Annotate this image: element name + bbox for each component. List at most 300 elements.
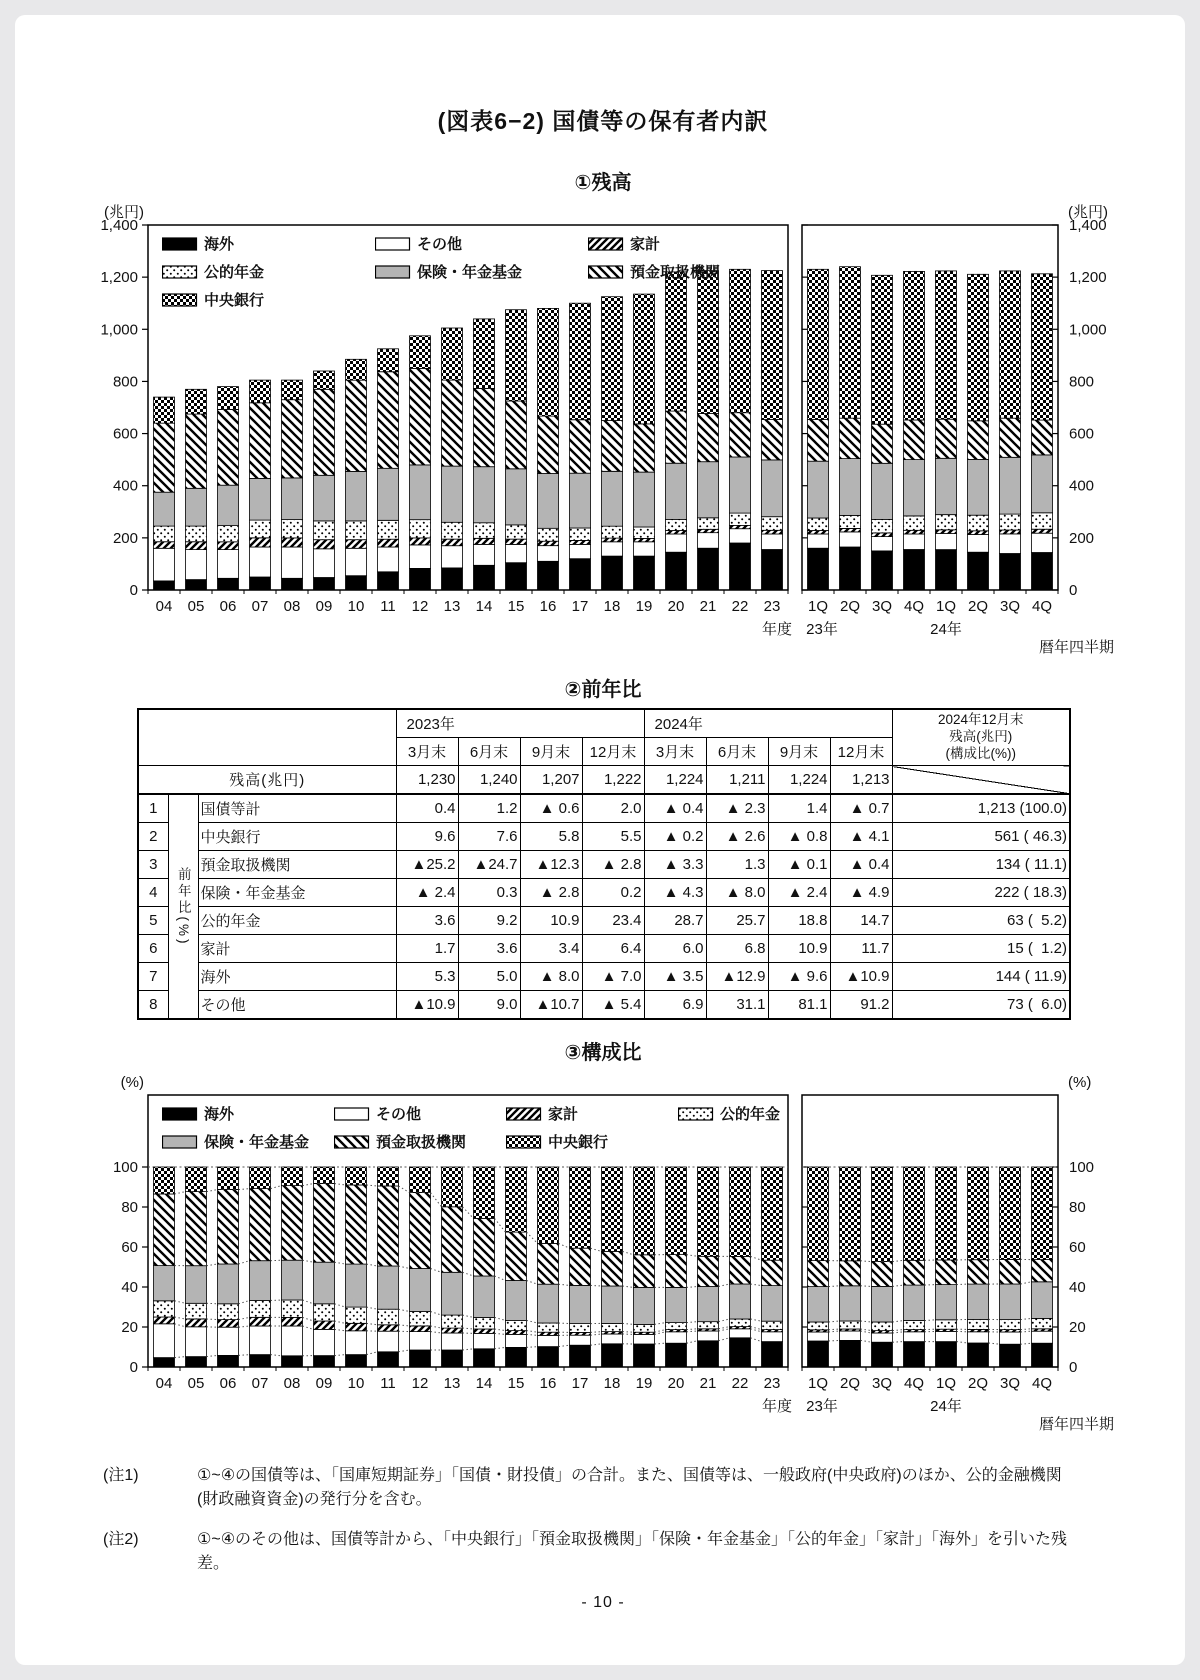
svg-text:24年: 24年 bbox=[930, 1398, 962, 1415]
bar-segment bbox=[346, 1264, 367, 1307]
bar-segment bbox=[1032, 513, 1053, 529]
bar-segment bbox=[218, 542, 239, 550]
bar-segment bbox=[968, 535, 989, 553]
svg-text:06: 06 bbox=[219, 1375, 237, 1392]
connector-line bbox=[829, 1329, 840, 1330]
bar-segment bbox=[506, 1281, 527, 1321]
svg-text:23年: 23年 bbox=[806, 621, 838, 638]
yoy-row bbox=[138, 907, 1070, 935]
row-number: 6 bbox=[138, 935, 168, 963]
bar-segment bbox=[346, 576, 367, 590]
balance-value: 1,224 bbox=[644, 766, 706, 795]
bar-segment bbox=[154, 542, 175, 549]
bar-segment bbox=[378, 468, 399, 520]
bar-segment bbox=[840, 1331, 861, 1340]
svg-text:年度: 年度 bbox=[761, 1398, 792, 1415]
bar-segment bbox=[698, 1256, 719, 1286]
svg-text:17: 17 bbox=[571, 598, 589, 615]
balance-composition-value: 134 ( 11.1) bbox=[892, 851, 1070, 879]
legend-item bbox=[162, 289, 375, 310]
bar-segment bbox=[538, 1347, 559, 1367]
col-group-2023: 2023年 bbox=[396, 709, 644, 738]
bar-segment bbox=[186, 1167, 207, 1192]
connector-line bbox=[431, 1332, 442, 1333]
connector-line bbox=[751, 1284, 762, 1286]
connector-line bbox=[591, 1285, 602, 1286]
bar-segment bbox=[936, 1285, 957, 1320]
balance-composition-value: 63 ( 5.2) bbox=[892, 907, 1070, 935]
svg-text:1,000: 1,000 bbox=[1069, 321, 1107, 339]
composition-stacked-bar-chart bbox=[86, 1069, 1120, 1436]
connector-line bbox=[687, 1341, 698, 1343]
yoy-row bbox=[138, 851, 1070, 879]
bar-segment bbox=[808, 1287, 829, 1322]
balance-composition-value: 1,213 (100.0) bbox=[892, 794, 1070, 823]
page-number: - 10 - bbox=[581, 1594, 625, 1611]
connector-line bbox=[271, 1300, 282, 1301]
bar-segment bbox=[904, 420, 925, 460]
bar-segment bbox=[218, 410, 239, 486]
bar-segment bbox=[186, 389, 207, 414]
bar-segment bbox=[378, 1331, 399, 1352]
bar-segment bbox=[282, 538, 303, 547]
bar-segment bbox=[314, 475, 335, 521]
bar-segment bbox=[570, 1248, 591, 1285]
footnote-1 bbox=[103, 1464, 1103, 1512]
bar-segment bbox=[474, 1218, 495, 1276]
yoy-value: ▲ 5.4 bbox=[582, 991, 644, 1020]
row-label: 国債等計 bbox=[198, 794, 396, 823]
bar-segment bbox=[346, 1167, 367, 1185]
connector-line bbox=[175, 1324, 186, 1327]
connector-line bbox=[591, 1248, 602, 1251]
yoy-value: 2.0 bbox=[582, 794, 644, 823]
bar-segment bbox=[602, 471, 623, 526]
balance-row bbox=[138, 766, 1070, 795]
bar-segment bbox=[154, 492, 175, 526]
bar-segment bbox=[698, 533, 719, 549]
bar-segment bbox=[378, 349, 399, 372]
bar-segment bbox=[506, 1232, 527, 1280]
quarterly-panel bbox=[802, 1167, 1058, 1392]
svg-text:21: 21 bbox=[699, 598, 717, 615]
row-label: 海外 bbox=[198, 963, 396, 991]
connector-line bbox=[207, 1264, 218, 1266]
yoy-value: ▲ 0.2 bbox=[644, 823, 706, 851]
connector-line bbox=[655, 1323, 666, 1325]
svg-text:19: 19 bbox=[635, 1375, 653, 1392]
svg-text:14: 14 bbox=[475, 598, 493, 615]
bar-segment bbox=[968, 459, 989, 515]
annual-panel bbox=[148, 269, 788, 615]
yoy-value: 91.2 bbox=[830, 991, 892, 1020]
bar-segment bbox=[346, 1331, 367, 1355]
bar-segment bbox=[762, 530, 783, 534]
svg-text:4Q: 4Q bbox=[1031, 1375, 1053, 1392]
yoy-value: 6.8 bbox=[706, 935, 768, 963]
bar-segment bbox=[570, 559, 591, 590]
month-header: 6月末 bbox=[458, 738, 520, 766]
bar-segment bbox=[538, 416, 559, 473]
connector-line bbox=[175, 1301, 186, 1304]
bar-segment bbox=[474, 1333, 495, 1348]
bar-segment bbox=[410, 1312, 431, 1326]
bar-segment bbox=[538, 1323, 559, 1332]
connector-line bbox=[495, 1329, 506, 1331]
unit-label-right: (兆円) bbox=[1068, 204, 1108, 221]
bar-segment bbox=[762, 1342, 783, 1367]
bar-segment bbox=[186, 1319, 207, 1327]
bar-segment bbox=[904, 534, 925, 550]
svg-text:18: 18 bbox=[603, 598, 621, 615]
bar-segment bbox=[808, 548, 829, 590]
yoy-value: 0.2 bbox=[582, 879, 644, 907]
bar-segment bbox=[840, 459, 861, 516]
svg-text:1,000: 1,000 bbox=[100, 321, 138, 339]
svg-text:0: 0 bbox=[1069, 1359, 1078, 1376]
yoy-value: ▲ 2.8 bbox=[520, 879, 582, 907]
bar-segment bbox=[936, 1331, 957, 1341]
bar-segment bbox=[1000, 514, 1021, 530]
connector-line bbox=[861, 1340, 872, 1342]
connector-line bbox=[687, 1322, 698, 1323]
svg-text:20: 20 bbox=[121, 1319, 138, 1336]
bar-segment bbox=[730, 529, 751, 543]
bar-segment bbox=[698, 518, 719, 530]
legend-label: 中央銀行 bbox=[548, 1134, 609, 1151]
connector-line bbox=[335, 1321, 346, 1323]
bar-segment bbox=[282, 1317, 303, 1326]
legend-swatch-icon bbox=[162, 1107, 198, 1121]
bar-segment bbox=[762, 1167, 783, 1260]
bar-segment bbox=[506, 1167, 527, 1232]
bar-segment bbox=[968, 1332, 989, 1343]
svg-text:20: 20 bbox=[667, 598, 685, 615]
bar-segment bbox=[314, 1167, 335, 1184]
legend-item bbox=[334, 1103, 506, 1124]
connector-line bbox=[623, 1251, 634, 1254]
bar-segment bbox=[218, 485, 239, 525]
yoy-row bbox=[138, 935, 1070, 963]
bar-segment bbox=[730, 543, 751, 590]
legend-item bbox=[162, 1131, 334, 1152]
bar-segment bbox=[762, 1260, 783, 1285]
bar-segment bbox=[698, 1331, 719, 1341]
connector-line bbox=[239, 1301, 250, 1304]
connector-line bbox=[751, 1338, 762, 1342]
connector-line bbox=[829, 1286, 840, 1287]
legend-swatch-icon bbox=[678, 1107, 714, 1121]
bar-segment bbox=[762, 1286, 783, 1322]
svg-text:21: 21 bbox=[699, 1375, 717, 1392]
connector-line bbox=[591, 1344, 602, 1345]
bar-segment bbox=[506, 1331, 527, 1335]
bar-segment bbox=[570, 544, 591, 558]
bar-segment bbox=[474, 1276, 495, 1317]
row-label: 家計 bbox=[198, 935, 396, 963]
bar-segment bbox=[410, 1326, 431, 1332]
legend-label: 預金取扱機関 bbox=[630, 264, 721, 281]
legend-item bbox=[588, 233, 801, 254]
legend-label: 家計 bbox=[548, 1106, 579, 1123]
bar-segment bbox=[1032, 1318, 1053, 1328]
svg-text:0: 0 bbox=[129, 1359, 138, 1376]
bar-segment bbox=[1000, 1167, 1021, 1259]
yoy-value: ▲ 0.8 bbox=[768, 823, 830, 851]
yoy-row bbox=[138, 879, 1070, 907]
connector-line bbox=[829, 1340, 840, 1341]
connector-line bbox=[719, 1338, 730, 1341]
legend-item bbox=[162, 261, 375, 282]
bar-segment bbox=[570, 473, 591, 528]
bar-segment bbox=[378, 572, 399, 590]
bar-segment bbox=[346, 521, 367, 540]
legend-swatch-icon bbox=[162, 265, 198, 279]
bar-segment bbox=[904, 1167, 925, 1260]
svg-text:10: 10 bbox=[347, 1375, 365, 1392]
bar-segment bbox=[442, 380, 463, 466]
bar-segment bbox=[250, 1167, 271, 1189]
row-number: 5 bbox=[138, 907, 168, 935]
svg-text:15: 15 bbox=[507, 1375, 525, 1392]
bar-segment bbox=[1000, 554, 1021, 591]
bar-segment bbox=[808, 461, 829, 518]
balance-stacked-bar-chart bbox=[86, 199, 1120, 659]
bar-segment bbox=[442, 466, 463, 522]
yoy-value: ▲ 0.6 bbox=[520, 794, 582, 823]
connector-line bbox=[687, 1287, 698, 1288]
bar-segment bbox=[872, 519, 893, 533]
svg-text:1,200: 1,200 bbox=[1069, 269, 1107, 287]
footnote-2 bbox=[103, 1528, 1103, 1576]
bar-segment bbox=[602, 1167, 623, 1251]
bar-segment bbox=[730, 1329, 751, 1338]
svg-text:40: 40 bbox=[121, 1279, 138, 1296]
bar-segment bbox=[904, 271, 925, 420]
svg-text:400: 400 bbox=[1069, 477, 1095, 495]
legend-swatch-icon bbox=[506, 1107, 542, 1121]
balance-composition-value: 561 ( 46.3) bbox=[892, 823, 1070, 851]
connector-line bbox=[623, 1286, 634, 1287]
bar-segment bbox=[762, 1332, 783, 1342]
yoy-value: 5.5 bbox=[582, 823, 644, 851]
legend-swatch-icon bbox=[506, 1135, 542, 1149]
svg-text:06: 06 bbox=[219, 598, 237, 615]
bar-segment bbox=[840, 1340, 861, 1367]
bar-segment bbox=[698, 1341, 719, 1367]
bar-segment bbox=[250, 577, 271, 590]
bar-segment bbox=[840, 1261, 861, 1286]
bar-segment bbox=[1000, 271, 1021, 418]
connector-line bbox=[591, 1332, 602, 1333]
bar-segment bbox=[410, 336, 431, 369]
chart-legend bbox=[162, 233, 801, 310]
svg-text:1Q: 1Q bbox=[807, 1375, 829, 1392]
bar-segment bbox=[840, 267, 861, 419]
yoy-value: 14.7 bbox=[830, 907, 892, 935]
bar-segment bbox=[666, 1255, 687, 1288]
bar-segment bbox=[936, 530, 957, 534]
bar-segment bbox=[314, 389, 335, 475]
bar-segment bbox=[506, 539, 527, 544]
yoy-value: ▲ 8.0 bbox=[520, 963, 582, 991]
connector-line bbox=[463, 1349, 474, 1350]
bar-segment bbox=[538, 1167, 559, 1243]
bar-segment bbox=[154, 1324, 175, 1358]
balance-chart-section bbox=[71, 166, 1135, 659]
connector-line bbox=[303, 1300, 314, 1304]
svg-text:80: 80 bbox=[1069, 1199, 1086, 1216]
yoy-value: 1.7 bbox=[396, 935, 458, 963]
bar-segment bbox=[840, 529, 861, 532]
svg-text:14: 14 bbox=[475, 1375, 493, 1392]
bar-segment bbox=[346, 548, 367, 575]
svg-text:16: 16 bbox=[539, 1375, 557, 1392]
svg-text:2Q: 2Q bbox=[967, 1375, 989, 1392]
bar-segment bbox=[474, 1167, 495, 1218]
unit-label-right: (%) bbox=[1068, 1074, 1092, 1091]
bar-segment bbox=[474, 538, 495, 544]
connector-line bbox=[207, 1190, 218, 1192]
bar-segment bbox=[154, 1167, 175, 1194]
bar-segment bbox=[730, 1167, 751, 1256]
bar-segment bbox=[666, 1343, 687, 1367]
legend-item bbox=[506, 1103, 678, 1124]
x-axis-secondary-labels bbox=[762, 1397, 1114, 1431]
bar-segment bbox=[218, 1320, 239, 1328]
bar-segment bbox=[378, 1309, 399, 1325]
bar-segment bbox=[602, 1251, 623, 1286]
bar-segment bbox=[936, 1260, 957, 1285]
svg-text:11: 11 bbox=[380, 1375, 396, 1392]
bar-segment bbox=[808, 518, 829, 531]
bar-segment bbox=[570, 541, 591, 545]
yoy-value: 31.1 bbox=[706, 991, 768, 1020]
bar-segment bbox=[378, 1167, 399, 1186]
legend-swatch-icon bbox=[162, 293, 198, 307]
bar-segment bbox=[346, 1307, 367, 1323]
svg-text:09: 09 bbox=[315, 1375, 333, 1392]
bar-segment bbox=[1000, 530, 1021, 534]
bar-segment bbox=[346, 380, 367, 471]
table-heading: ②前年比 bbox=[564, 679, 642, 701]
bar-segment bbox=[154, 1317, 175, 1324]
connector-line bbox=[893, 1285, 904, 1286]
yoy-value: ▲ 0.4 bbox=[644, 794, 706, 823]
bar-segment bbox=[904, 1285, 925, 1320]
svg-text:18: 18 bbox=[603, 1375, 621, 1392]
connector-line bbox=[207, 1319, 218, 1320]
connector-line bbox=[271, 1355, 282, 1356]
bar-segment bbox=[570, 1332, 591, 1335]
bar-segment bbox=[314, 549, 335, 578]
bar-segment bbox=[538, 1332, 559, 1335]
balance-value: 1,230 bbox=[396, 766, 458, 795]
chart3-heading: ③構成比 bbox=[564, 1042, 642, 1064]
bar-segment bbox=[282, 1186, 303, 1261]
connector-line bbox=[175, 1357, 186, 1358]
row-number: 2 bbox=[138, 823, 168, 851]
bar-segment bbox=[730, 413, 751, 457]
bar-segment bbox=[154, 1266, 175, 1301]
bar-segment bbox=[904, 1342, 925, 1367]
connector-line bbox=[893, 1260, 904, 1261]
connector-line bbox=[527, 1331, 538, 1333]
yoy-value: 7.6 bbox=[458, 823, 520, 851]
bar-segment bbox=[186, 414, 207, 488]
balance-value: 1,213 bbox=[830, 766, 892, 795]
yoy-value: ▲ 8.0 bbox=[706, 879, 768, 907]
bar-segment bbox=[730, 457, 751, 513]
bar-segment bbox=[808, 420, 829, 462]
bar-segment bbox=[378, 539, 399, 547]
bar-segment bbox=[442, 328, 463, 380]
bar-segment bbox=[378, 1352, 399, 1367]
yoy-value: 0.3 bbox=[458, 879, 520, 907]
bar-segment bbox=[410, 568, 431, 590]
bar-segment bbox=[474, 319, 495, 389]
connector-line bbox=[655, 1332, 666, 1335]
bar-segment bbox=[538, 546, 559, 562]
bar-segment bbox=[250, 1326, 271, 1355]
svg-text:60: 60 bbox=[121, 1239, 138, 1256]
bar-segment bbox=[602, 542, 623, 556]
bar-segment bbox=[506, 525, 527, 539]
bar-segment bbox=[410, 1167, 431, 1193]
balance-row-label: 残高(兆円) bbox=[138, 766, 396, 795]
legend-label: 保険・年金基金 bbox=[204, 1134, 310, 1151]
bar-segment bbox=[904, 550, 925, 590]
bar-segment bbox=[474, 389, 495, 467]
bar-segment bbox=[378, 520, 399, 539]
bar-segment bbox=[442, 1167, 463, 1207]
bar-segment bbox=[442, 1328, 463, 1333]
svg-text:08: 08 bbox=[283, 1375, 301, 1392]
connector-line bbox=[559, 1345, 570, 1346]
connector-line bbox=[893, 1321, 904, 1322]
bar-segment bbox=[666, 1332, 687, 1343]
bar-segment bbox=[506, 310, 527, 401]
bar-segment bbox=[762, 1321, 783, 1329]
svg-text:3Q: 3Q bbox=[999, 598, 1021, 615]
svg-text:23: 23 bbox=[763, 1375, 781, 1392]
connector-line bbox=[431, 1193, 442, 1207]
bar-segment bbox=[872, 537, 893, 551]
bar-segment bbox=[378, 1186, 399, 1266]
month-header: 3月末 bbox=[644, 738, 706, 766]
bar-segment bbox=[698, 462, 719, 518]
connector-line bbox=[687, 1329, 698, 1330]
bar-segment bbox=[250, 403, 271, 479]
yoy-value: 10.9 bbox=[768, 935, 830, 963]
bar-segment bbox=[936, 1167, 957, 1260]
bar-segment bbox=[186, 580, 207, 590]
yoy-value: ▲24.7 bbox=[458, 851, 520, 879]
bar-segment bbox=[698, 1322, 719, 1329]
bar-segment bbox=[314, 578, 335, 591]
connector-line bbox=[303, 1260, 314, 1262]
svg-text:08: 08 bbox=[283, 598, 301, 615]
quarterly-panel bbox=[802, 267, 1058, 615]
connector-line bbox=[399, 1309, 410, 1311]
bar-segment bbox=[698, 1287, 719, 1322]
bar-segment bbox=[506, 1320, 527, 1330]
svg-text:12: 12 bbox=[411, 598, 429, 615]
bar-segment bbox=[1032, 1260, 1053, 1282]
connector-line bbox=[367, 1323, 378, 1324]
connector-line bbox=[1021, 1318, 1032, 1319]
footnote-label: (注1) bbox=[103, 1467, 139, 1484]
